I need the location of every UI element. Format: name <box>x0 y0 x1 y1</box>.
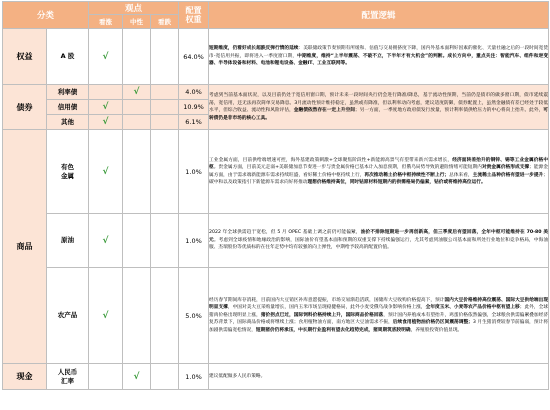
equity-bullish-check: √ <box>89 29 123 85</box>
logic-text: 总体来看， <box>449 172 473 178</box>
asset-metals-line1: 有色 <box>61 162 74 171</box>
equity-bearish-cell <box>151 29 179 85</box>
asset-metals-line2: 金属 <box>61 171 74 180</box>
logic-highlight: 短期猪价仍将承压，中长期行业盈利有望去化趋势完成，猪周期筑底较明确 <box>255 327 411 333</box>
agri-weight: 5.0% <box>179 268 209 364</box>
crude-bearish-cell <box>151 214 179 268</box>
rate-bond-neutral-check: √ <box>123 85 151 100</box>
logic-highlight: 全年度玉米、小麦等农产品价格中枢有望上移 <box>425 305 520 311</box>
crude-logic <box>209 214 549 268</box>
header-weight <box>179 2 209 29</box>
bonds-logic <box>209 85 549 130</box>
metals-bearish-cell <box>151 130 179 214</box>
logic-text: 。贵金属方面，目前美元走弱+美联储加息节奏进一步与贵金属价格已基本计入加息预期，但俄乌局势导致的避险情绪可能短期内 <box>213 165 482 170</box>
row-cash <box>3 364 549 390</box>
row-rate-bond <box>3 85 549 100</box>
logic-highlight: 主流稀土品种价格有望进一步提升 <box>472 172 544 178</box>
row-crude <box>3 214 549 268</box>
crude-bullish-check: √ <box>89 214 123 268</box>
logic-highlight: 国内大豆价格维持高位震荡、国际大豆供给端出现明显支撑 <box>209 297 549 311</box>
row-metals <box>3 130 549 214</box>
crude-weight: 1.0% <box>179 214 209 268</box>
logic-text: ，预计国内养殖成本有望抬升，鸡蛋价格依然偏强，全球粮食供需偏紧叠加经济复苏背景下，国际商品价格或将继续上涨；食用植物油方面，南方地区大豆油需求不振， <box>209 312 549 326</box>
equity-logic <box>209 29 549 85</box>
crude-neutral-cell <box>123 214 151 268</box>
asset-agri: 农产品 <box>47 268 89 364</box>
header-logic: 配置逻辑 <box>209 2 549 29</box>
logic-text: ，中国对美大豆采购量增长，国内玉米市场呈现稳健格局，此外小麦受俄乌战争影响价格上涨， <box>227 305 426 311</box>
header-view: 观点 <box>89 2 179 15</box>
asset-other-bond: 其他 <box>47 115 89 130</box>
rate-bond-bearish-cell <box>151 85 179 100</box>
logic-highlight: 猪价拐点已过，国际饲料价格持续上升，国际商品价格回落 <box>260 312 384 318</box>
logic-highlight: 可转债仍是非市场的核心工具。 <box>209 108 548 121</box>
allocation-table <box>2 1 549 390</box>
metals-weight: 1.0% <box>179 130 209 214</box>
logic-text: 考虑到当前基本面状况，以及目前仍处于宽信用窗口期，预计未来一段时间央行仍会进行降准/降息，基于流动性预期，当前仍是债市的做多窗口期，债市延续震荡，宽信用，还无法再次简单交易降息。3月流动性预计维持稳定，虽然或有降准，但以利率动向考虑，建议适度防御，债券配置上，虽然金融债有差已经处于较低水平，但综合收益、流动性和风险评估， <box>209 93 549 113</box>
header-bullish: 看涨 <box>89 15 123 29</box>
asset-rmb-fx-line2: 汇率 <box>61 376 74 385</box>
logic-text: ；碳中和以及政策指引下新能源车需求向好将推动 <box>209 172 548 185</box>
logic-text: ；另一方面，一季度地方政府债发行放量，预计利率债供给压力的中心将向上抬升。此外， <box>354 108 544 113</box>
agri-bullish-check: √ <box>89 268 123 364</box>
asset-a-share: A 股 <box>47 29 89 85</box>
category-cash: 现金 <box>3 364 47 390</box>
logic-highlight: 油价不排除短期进一步再创新高，但三季度后有望回落，全年中枢可能维持在 70-80 美元 <box>209 230 549 243</box>
credit-bond-weight: 10.9% <box>179 100 209 115</box>
logic-text: 。考虑到全球疫情和地缘政治的影响，国际油价有望基本面和预期的双重支撑下持续偏强运行，尤其考虑到油服公司基本面和所处行业地位和竞争格局，中海油服、杰瑞股份等优质标的在往年走势中均有较强的向上弹性，中期给予较高的配置价值。 <box>209 237 549 251</box>
asset-crude: 原油 <box>47 214 89 268</box>
header-weight-line2: 权重 <box>185 15 202 24</box>
credit-bond-neutral-cell <box>123 100 151 115</box>
asset-metals <box>47 130 89 214</box>
asset-credit-bond: 信用债 <box>47 100 89 115</box>
logic-highlight: 经济面转差抬升的铜锌、锡等工业金属价格中枢 <box>209 157 549 170</box>
logic-text: 经历春节期间库存消耗，目前国内大豆销区补库意愿提振，市场交易渐趋活跃，国储库大豆收购价格提高下，预计 <box>209 297 445 303</box>
agri-neutral-cell <box>123 268 151 364</box>
logic-text: ，养殖股投资价值显现。 <box>410 327 463 333</box>
credit-bond-bearish-cell <box>151 100 179 115</box>
rate-bond-bullish-cell <box>89 85 123 100</box>
agri-bearish-cell <box>151 268 179 364</box>
other-bond-neutral-cell <box>123 115 151 130</box>
equity-weight: 64.0% <box>179 29 209 85</box>
asset-rate-bond: 利率债 <box>47 85 89 100</box>
row-equity <box>3 29 549 85</box>
credit-bond-bullish-check: √ <box>89 100 123 115</box>
logic-highlight: 后续食用植物油价格仍区间震荡调整； <box>392 320 473 326</box>
logic-text: ；能源金属方面，由于需求端新能源车需求持续旺盛，看好稀土价格中枢持续上行， <box>209 165 548 178</box>
asset-rmb-fx-line1: 人民币 <box>57 367 78 376</box>
logic-highlight: 理想价格维持高位 <box>307 180 345 185</box>
metals-neutral-cell <box>123 130 151 214</box>
logic-text: ：美联储政策节奏预期有所缓和、估值与交易拥挤度下降，国内外基本面利好因素的催化、天量社融之后的一段时间宽货币-宽信用共振，即将进入一季度窗口期， <box>209 46 549 59</box>
row-agri <box>3 268 549 364</box>
logic-highlight: 再次推动稀土价格中枢持续性不断上行； <box>364 172 450 178</box>
other-bond-bearish-cell <box>151 115 179 130</box>
agri-logic <box>209 268 549 364</box>
logic-text: 工业金属方面，目前供给端增速可控，海外基建政策刺激+全球聚焦阶段性+新能源高景气有望带来新兴需求增长， <box>209 157 453 163</box>
logic-highlight: ，同时钴原材料短期内的供需格局仍偏紧，钴价或将维持高位运行。 <box>345 180 486 185</box>
other-bond-bullish-check: √ <box>89 115 123 130</box>
other-bond-weight: 6.1% <box>179 115 209 130</box>
logic-text: 2022 年全球供需趋于宽松，但 5 月 OPEC 基础上调之前仍可能偏紧， <box>209 230 361 236</box>
cash-neutral-check: √ <box>123 364 151 390</box>
category-bonds: 债券 <box>3 85 47 130</box>
cash-bearish-cell <box>151 364 179 390</box>
cash-weight: 1.0% <box>179 364 209 390</box>
logic-highlight: 。成长方向中，重点关注：智能汽车、组件和逆变器、半导体设备和材料、电池和锂电设备、金融IT、工业互联网等。 <box>209 53 549 67</box>
category-commodities: 商品 <box>3 130 47 364</box>
metals-bullish-check: √ <box>89 130 123 214</box>
cash-logic: 建议低配做多人民币策略。 <box>209 364 549 390</box>
asset-rmb-fx <box>47 364 89 390</box>
logic-text: ；此外，全球猪肉价格出现明显上涨， <box>209 305 548 318</box>
header-bearish: 看跌 <box>151 15 179 29</box>
header-weight-line1: 配置 <box>185 6 202 15</box>
header-neutral: 中性 <box>123 15 151 29</box>
logic-text: 3 月生猪消费较春节前偏弱，预计将加剧供需偏宽松情况， <box>209 320 549 333</box>
equity-neutral-cell <box>123 29 151 85</box>
category-equity: 权益 <box>3 29 47 85</box>
logic-highlight: 中期维度，维持“上半年震荡、不破不立，下半年才有大机会”的判断 <box>297 53 443 59</box>
logic-highlight: 短期维度，仍看好成长超跌反弹行情的延续 <box>209 46 299 52</box>
rate-bond-weight: 4.0% <box>179 85 209 100</box>
header-category: 分类 <box>3 2 89 29</box>
cash-bullish-cell <box>89 364 123 390</box>
logic-highlight: 对贵金属价格形成支撑 <box>481 165 530 170</box>
logic-highlight: 金融债依然存在一定上升空间 <box>293 108 355 113</box>
metals-logic <box>209 130 549 214</box>
